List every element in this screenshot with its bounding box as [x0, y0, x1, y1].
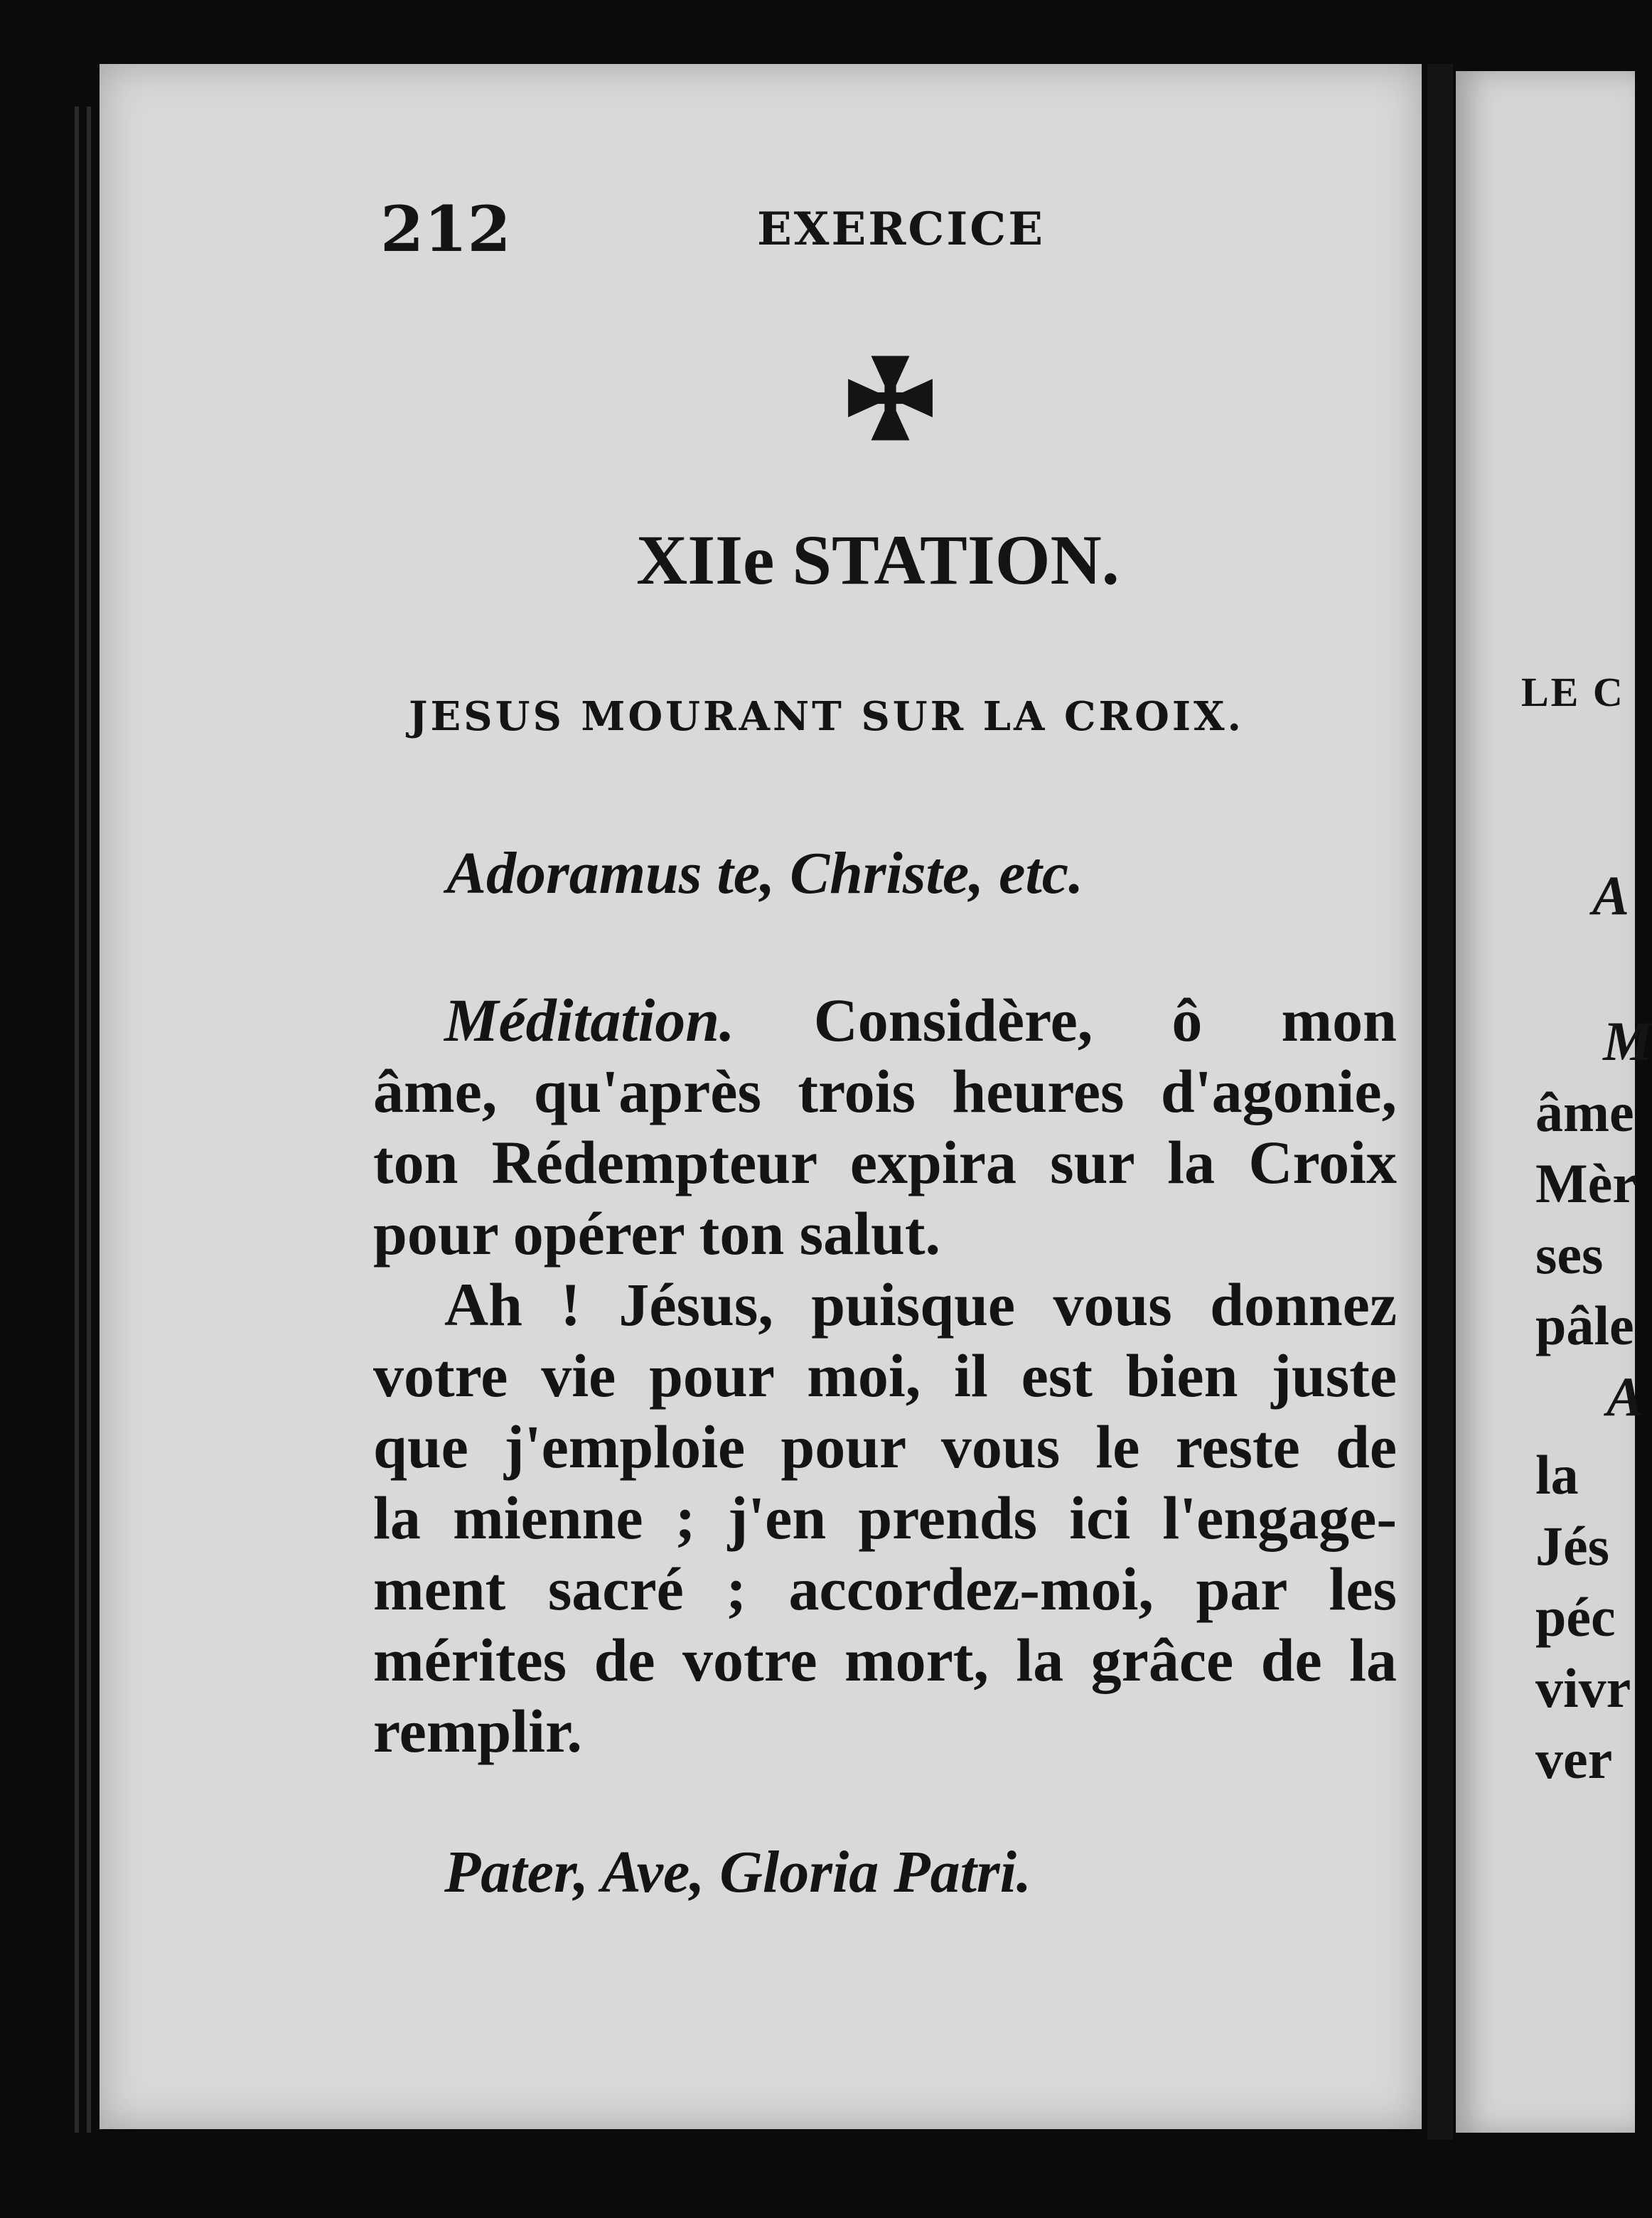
meditation-line: pour opérer ton salut.	[373, 1199, 940, 1268]
page-number: 212	[380, 192, 511, 266]
right-page-fragment: A	[1607, 1366, 1644, 1427]
right-page-fragment: vivr	[1535, 1657, 1631, 1719]
right-page-fragment: la	[1535, 1444, 1579, 1506]
station-subtitle: JESUS MOURANT SUR LA CROIX.	[409, 693, 1245, 740]
maltese-cross-icon	[842, 348, 938, 448]
antiphon: Adoramus te, Christe, etc.	[446, 840, 1084, 906]
right-page-fragment: ses	[1535, 1223, 1604, 1285]
closing-prayer: Pater, Ave, Gloria Patri.	[444, 1839, 1031, 1905]
prayer-line: ment sacré ; accordez-moi, par les	[373, 1555, 1397, 1623]
meditation-label: Méditation.	[444, 986, 735, 1054]
meditation-line: ton Rédempteur expira sur la Croix	[373, 1128, 1397, 1196]
book-gutter	[1427, 64, 1453, 2140]
meditation-line: âme, qu'après trois heures d'agonie,	[373, 1057, 1397, 1125]
prayer-line: remplir.	[373, 1697, 582, 1765]
book-edge-line	[75, 107, 79, 2133]
prayer-line: votre vie pour moi, il est bien juste	[373, 1341, 1397, 1410]
prayer-line: que j'emploie pour vous le reste de	[373, 1413, 1397, 1481]
prayer-line: la mienne ; j'en prends ici l'engage-	[373, 1484, 1397, 1552]
right-page-fragment: LE C	[1521, 669, 1625, 715]
meditation-text: Considère, ô mon	[813, 986, 1398, 1054]
book-edge-line	[87, 107, 91, 2133]
right-page-fragment: âme	[1535, 1081, 1634, 1143]
station-title: XIIe STATION.	[636, 520, 1120, 599]
prayer-line: mérites de votre mort, la grâce de la	[373, 1626, 1397, 1694]
right-page-fragment: Mèr	[1535, 1152, 1637, 1214]
running-head: EXERCICE	[757, 203, 1045, 256]
meditation-line	[444, 985, 1397, 1056]
right-page-fragment: Jés	[1535, 1515, 1609, 1577]
right-page-fragment: péc	[1535, 1586, 1616, 1648]
right-page-fragment: pâle	[1535, 1295, 1634, 1356]
right-page-fragment: ver	[1535, 1728, 1613, 1790]
right-page-fragment: A	[1592, 864, 1630, 926]
prayer-line: Ah ! Jésus, puisque vous donnez	[444, 1270, 1397, 1339]
right-page-fragment: M	[1603, 1010, 1652, 1072]
